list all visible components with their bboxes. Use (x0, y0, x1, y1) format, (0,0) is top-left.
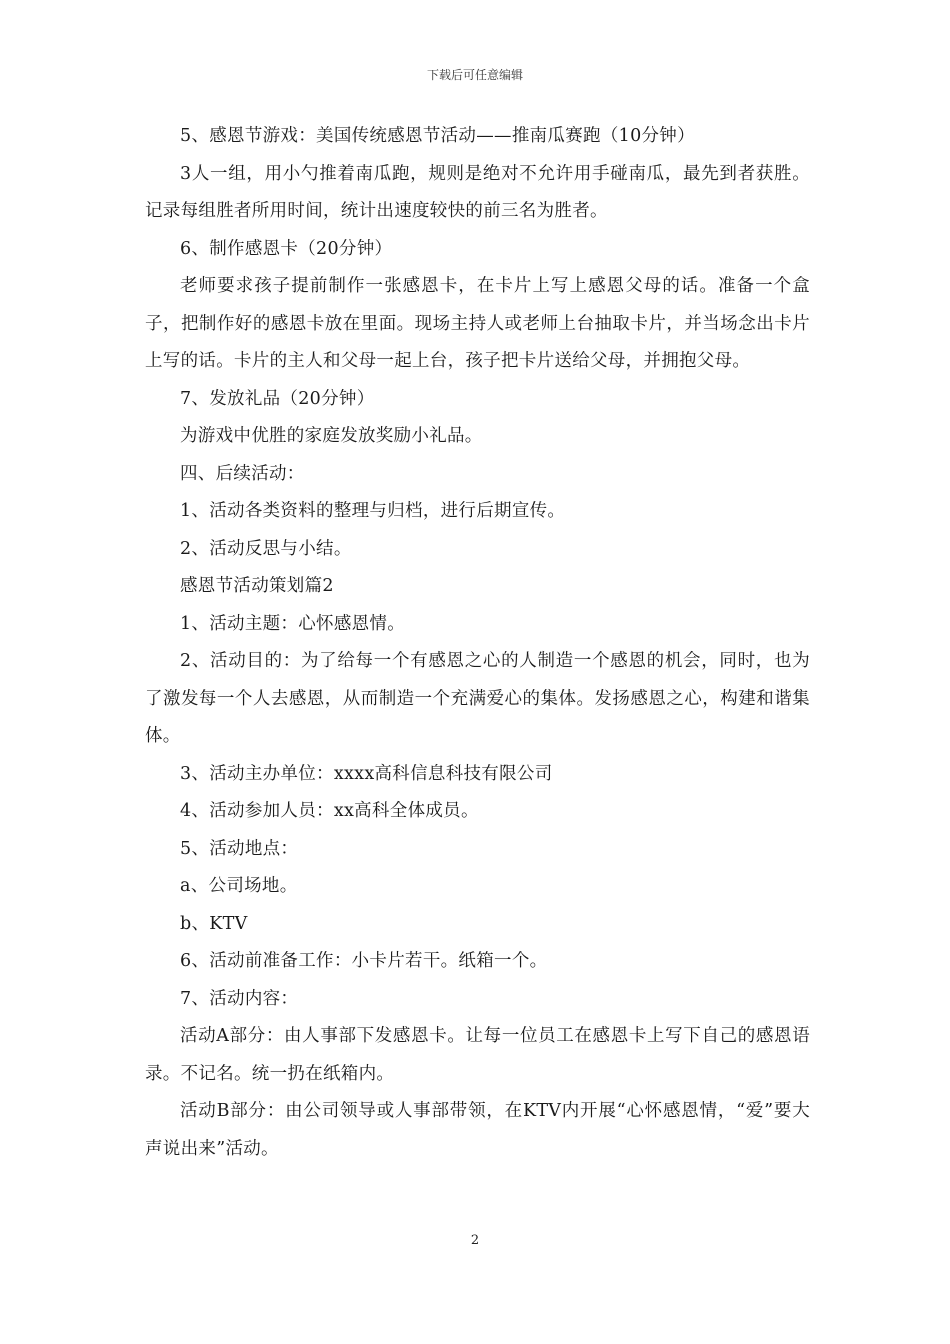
paragraph: 3人一组，用小勺推着南瓜跑，规则是绝对不允许用手碰南瓜，最先到者获胜。记录每组胜者所用时间，统计出速度较快的前三名为胜者。 (145, 163, 810, 221)
paragraph: 为游戏中优胜的家庭发放奖励小礼品。 (180, 426, 483, 446)
paragraph: 5、活动地点： (180, 838, 299, 859)
paragraph: 6、活动前准备工作：小卡片若干。纸箱一个。 (180, 951, 548, 971)
paragraph: 5、感恩节游戏：美国传统感恩节活动——推南瓜赛跑（10分钟） (180, 126, 695, 146)
paragraph: 1、活动各类资料的整理与归档，进行后期宣传。 (180, 501, 566, 521)
page-number: 2 (470, 1233, 480, 1248)
paragraph: 4、活动参加人员：xx高科全体成员。 (180, 801, 479, 821)
section-heading: 四、后续活动： (180, 463, 305, 484)
section-title: 感恩节活动策划篇2 (180, 576, 334, 596)
paragraph: 活动B部分：由公司领导或人事部带领，在KTV内开展“心怀感恩情，“爱”要大声说出来”活动。 (145, 1101, 810, 1159)
page-header: 下载后可任意编辑 (426, 68, 523, 82)
paragraph: 1、活动主题：心怀感恩情。 (180, 613, 406, 634)
paragraph: 老师要求孩子提前制作一张感恩卡，在卡片上写上感恩父母的话。准备一个盒子，把制作好的感恩卡放在里面。现场主持人或老师上台抽取卡片，并当场念出卡片上写的话。卡片的主人和父母一起上台，孩子把卡片送给父母，并拥抱父母。 (145, 276, 810, 371)
paragraph: b、KTV (180, 913, 248, 934)
paragraph: 2、活动目的：为了给每一个有感恩之心的人制造一个感恩的机会，同时，也为了激发每一个人去感恩，从而制造一个充满爱心的集体。发扬感恩之心，构建和谐集体。 (145, 651, 810, 746)
paragraph: 2、活动反思与小结。 (180, 538, 352, 559)
paragraph: 7、发放礼品（20分钟） (180, 388, 375, 409)
paragraph: a、公司场地。 (180, 876, 298, 896)
document-body (145, 118, 810, 1168)
paragraph: 活动A部分：由人事部下发感恩卡。让每一位员工在感恩卡上写下自己的感恩语录。不记名。统一扔在纸箱内。 (145, 1026, 810, 1084)
paragraph: 7、活动内容： (180, 988, 299, 1009)
paragraph: 6、制作感恩卡（20分钟） (180, 238, 393, 259)
paragraph: 3、活动主办单位：xxxx高科信息科技有限公司 (180, 763, 553, 784)
